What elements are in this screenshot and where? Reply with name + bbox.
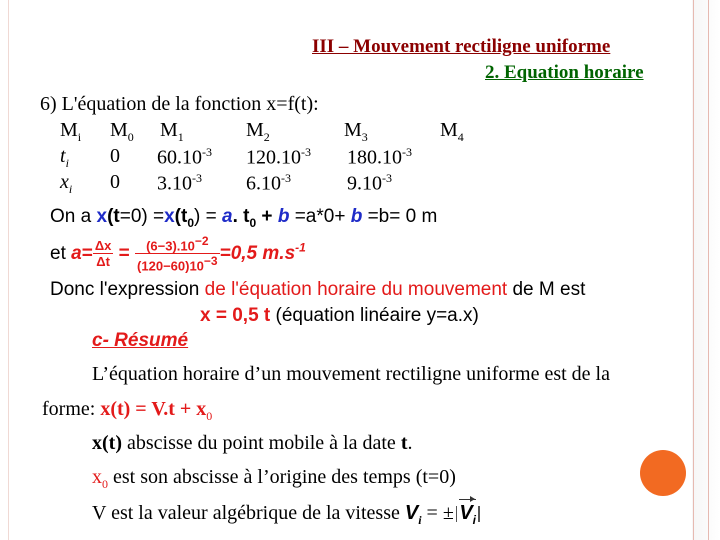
derivation-line-4: x = 0,5 t (équation linéaire y=a.x) (200, 305, 479, 326)
table-cell: $60.10^{-3}$ (157, 145, 212, 169)
table-cell: 0 (110, 171, 120, 193)
table-cell: $6.10^{-3}$ (246, 171, 291, 195)
table-cell: $M_4$ (440, 119, 464, 144)
table-cell: $M_2$ (246, 119, 270, 144)
summary-paragraph-1: L’équation horaire d’un mouvement rectiligne uniforme est de la (92, 363, 610, 385)
table-cell: $M_3$ (344, 119, 368, 144)
table-cell: 0 (110, 145, 120, 167)
table-cell: $M_0$ (110, 119, 134, 144)
velocity-vector: $V_i$ (459, 502, 476, 527)
fraction-delta: $\frac{\Delta x}{\Delta t}$ (94, 238, 112, 270)
table-row-label: $M_i$ (60, 119, 82, 144)
derivation-line-3: Donc l'expression de l'équation horaire du mouvement de M est (50, 279, 586, 300)
right-border-line (693, 0, 694, 540)
derivation-line-1: On a $x(t=0) =x(t_0) = a$. $t_0 + b =a*0+ b =b= 0$ m (50, 206, 438, 230)
table-row-label: $x_i$ (60, 171, 73, 196)
right-border-line-outer (708, 0, 709, 540)
decorative-circle (640, 450, 686, 496)
summary-item-2: $x_0$ est son abscisse à l’origine des temps (t=0) (92, 466, 456, 491)
table-cell: $120.10^{-3}$ (246, 145, 311, 169)
summary-heading: c- Résumé (92, 330, 189, 351)
abs-bar-left (456, 506, 458, 522)
summary-item-3: V est la valeur algébrique de la vitesse $V_i$ = ± $V_i$ (92, 502, 482, 528)
summary-item-1: x(t) abscisse du point mobile à la date t. (92, 432, 413, 454)
table-cell: $9.10^{-3}$ (347, 171, 392, 195)
table-row-label: $t_i$ (60, 145, 69, 170)
table-cell: $180.10^{-3}$ (347, 145, 412, 169)
table-cell: $3.10^{-3}$ (157, 171, 202, 195)
summary-paragraph-2: forme: $x(t) = V.t + x_0$ (42, 398, 213, 423)
left-border-line (8, 0, 9, 540)
derivation-line-2: et a= $\frac{\Delta x}{\Delta t}$ = $\frac{(6-3).10^{-2}}{(120-60)10^{-3}}$ =0,5 $m.s^{-1}$ (50, 234, 306, 274)
slide-title: III – Mouvement rectiligne uniforme (312, 36, 611, 57)
right-border-panel (692, 0, 720, 540)
slide-subtitle: 2. Equation horaire (485, 62, 644, 83)
section-heading: 6) L'équation de la fonction x=f(t): (40, 93, 319, 115)
abs-bar-right (478, 506, 480, 522)
table-cell: $M_1$ (160, 119, 184, 144)
fraction-values: $\frac{(6-3).10^{-2}}{(120-60)10^{-3}}$ (137, 234, 218, 274)
